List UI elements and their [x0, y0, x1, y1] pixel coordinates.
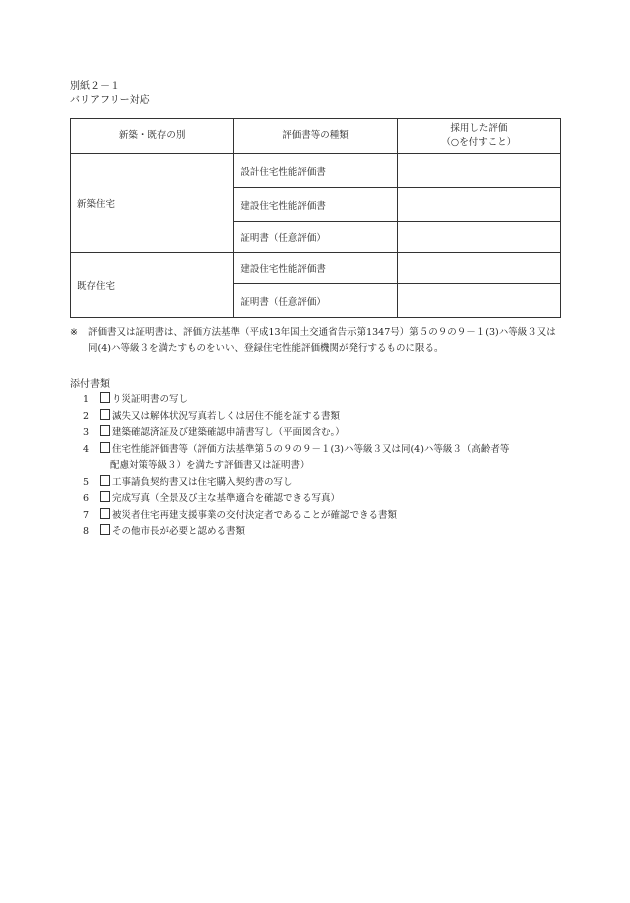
list-item [80, 491, 560, 508]
footnote-text: 評価書又は証明書は、評価方法基準（平成13年国土交通省告示第1347号）第５の９の９－１(3)ハ等級３又は同(4)ハ等級３を満たすものをいい、登録住宅性能評価機関が発行するものに限る。 [88, 327, 556, 354]
item-number: 3 [82, 427, 90, 438]
adopted-evaluation-cell[interactable] [397, 222, 560, 253]
adopted-evaluation-cell[interactable] [397, 154, 560, 188]
document-type-cell: 証明書（任意評価） [234, 284, 397, 318]
item-text: 被災者住宅再建支援事業の交付決定者であることが確認できる書類 [112, 509, 398, 521]
item-number: 2 [82, 410, 90, 422]
attachment-number: 別紙２－１ [70, 81, 120, 92]
list-item [80, 392, 560, 409]
category-existing-housing: 既存住宅 [71, 253, 234, 318]
document-type-cell: 建設住宅性能評価書 [234, 253, 397, 284]
table-header-row [71, 119, 561, 154]
footnote-mark: ※ [70, 327, 78, 338]
item-text: 建築確認済証及び建築確認申請書写し（平面図含む。） [112, 427, 345, 438]
item-text: 完成写真（全景及び主な基準適合を確認できる写真） [112, 493, 341, 504]
adopted-evaluation-cell[interactable] [397, 253, 560, 284]
item-text: 工事請負契約書又は住宅購入契約書の写し [112, 476, 293, 488]
item-text: 滅失又は解体状況写真若しくは居住不能を証する書類 [112, 410, 341, 422]
list-item [80, 508, 560, 525]
item-number: 7 [82, 509, 90, 521]
item-text: り災証明書の写し [112, 394, 189, 405]
item-number: 8 [82, 526, 90, 537]
item-number: 6 [82, 493, 90, 504]
adopted-evaluation-cell[interactable] [397, 188, 560, 222]
checkbox[interactable] [100, 524, 110, 535]
list-item [80, 425, 560, 442]
item-text: その他市長が必要と認める書類 [112, 526, 246, 537]
checkbox[interactable] [100, 409, 110, 420]
header-adopted-evaluation [397, 119, 560, 154]
item-number: 5 [82, 476, 90, 488]
checkbox[interactable] [100, 491, 110, 502]
checkbox[interactable] [100, 425, 110, 436]
adopted-evaluation-cell[interactable] [397, 284, 560, 318]
checkbox[interactable] [100, 508, 110, 519]
document-type-cell: 設計住宅性能評価書 [234, 154, 397, 188]
checkbox[interactable] [100, 475, 110, 486]
attachments-list [80, 392, 560, 541]
evaluation-table [70, 118, 561, 318]
header-adopted-evaluation-line1: 採用した評価 [450, 123, 508, 134]
header-document-type: 評価書等の種類 [234, 119, 397, 154]
attachments-heading: 添付書類 [70, 379, 110, 390]
header-adopted-evaluation-line2: （○を付すこと） [441, 137, 517, 148]
table-row [71, 154, 561, 188]
item-number: 1 [82, 394, 90, 405]
item-text-continuation: 配慮対策等級３）を満たす評価書又は証明書） [110, 460, 310, 471]
checkbox[interactable] [100, 442, 110, 453]
document-type-cell: 建設住宅性能評価書 [234, 188, 397, 222]
table-row [71, 253, 561, 284]
item-text: 住宅性能評価書等（評価方法基準第５の９の９－１(3)ハ等級３又は同(4)ハ等級３（高齢者等 [112, 443, 510, 455]
list-item [80, 475, 560, 492]
list-item [80, 442, 560, 475]
checkbox[interactable] [100, 392, 110, 403]
item-number: 4 [82, 443, 90, 455]
list-item [80, 524, 560, 541]
document-title: バリアフリー対応 [70, 95, 150, 106]
header-construction-type: 新築・既存の別 [71, 119, 234, 154]
list-item [80, 409, 560, 426]
document-type-cell: 証明書（任意評価） [234, 222, 397, 253]
table-footnote [70, 325, 565, 357]
category-new-housing: 新築住宅 [71, 154, 234, 253]
